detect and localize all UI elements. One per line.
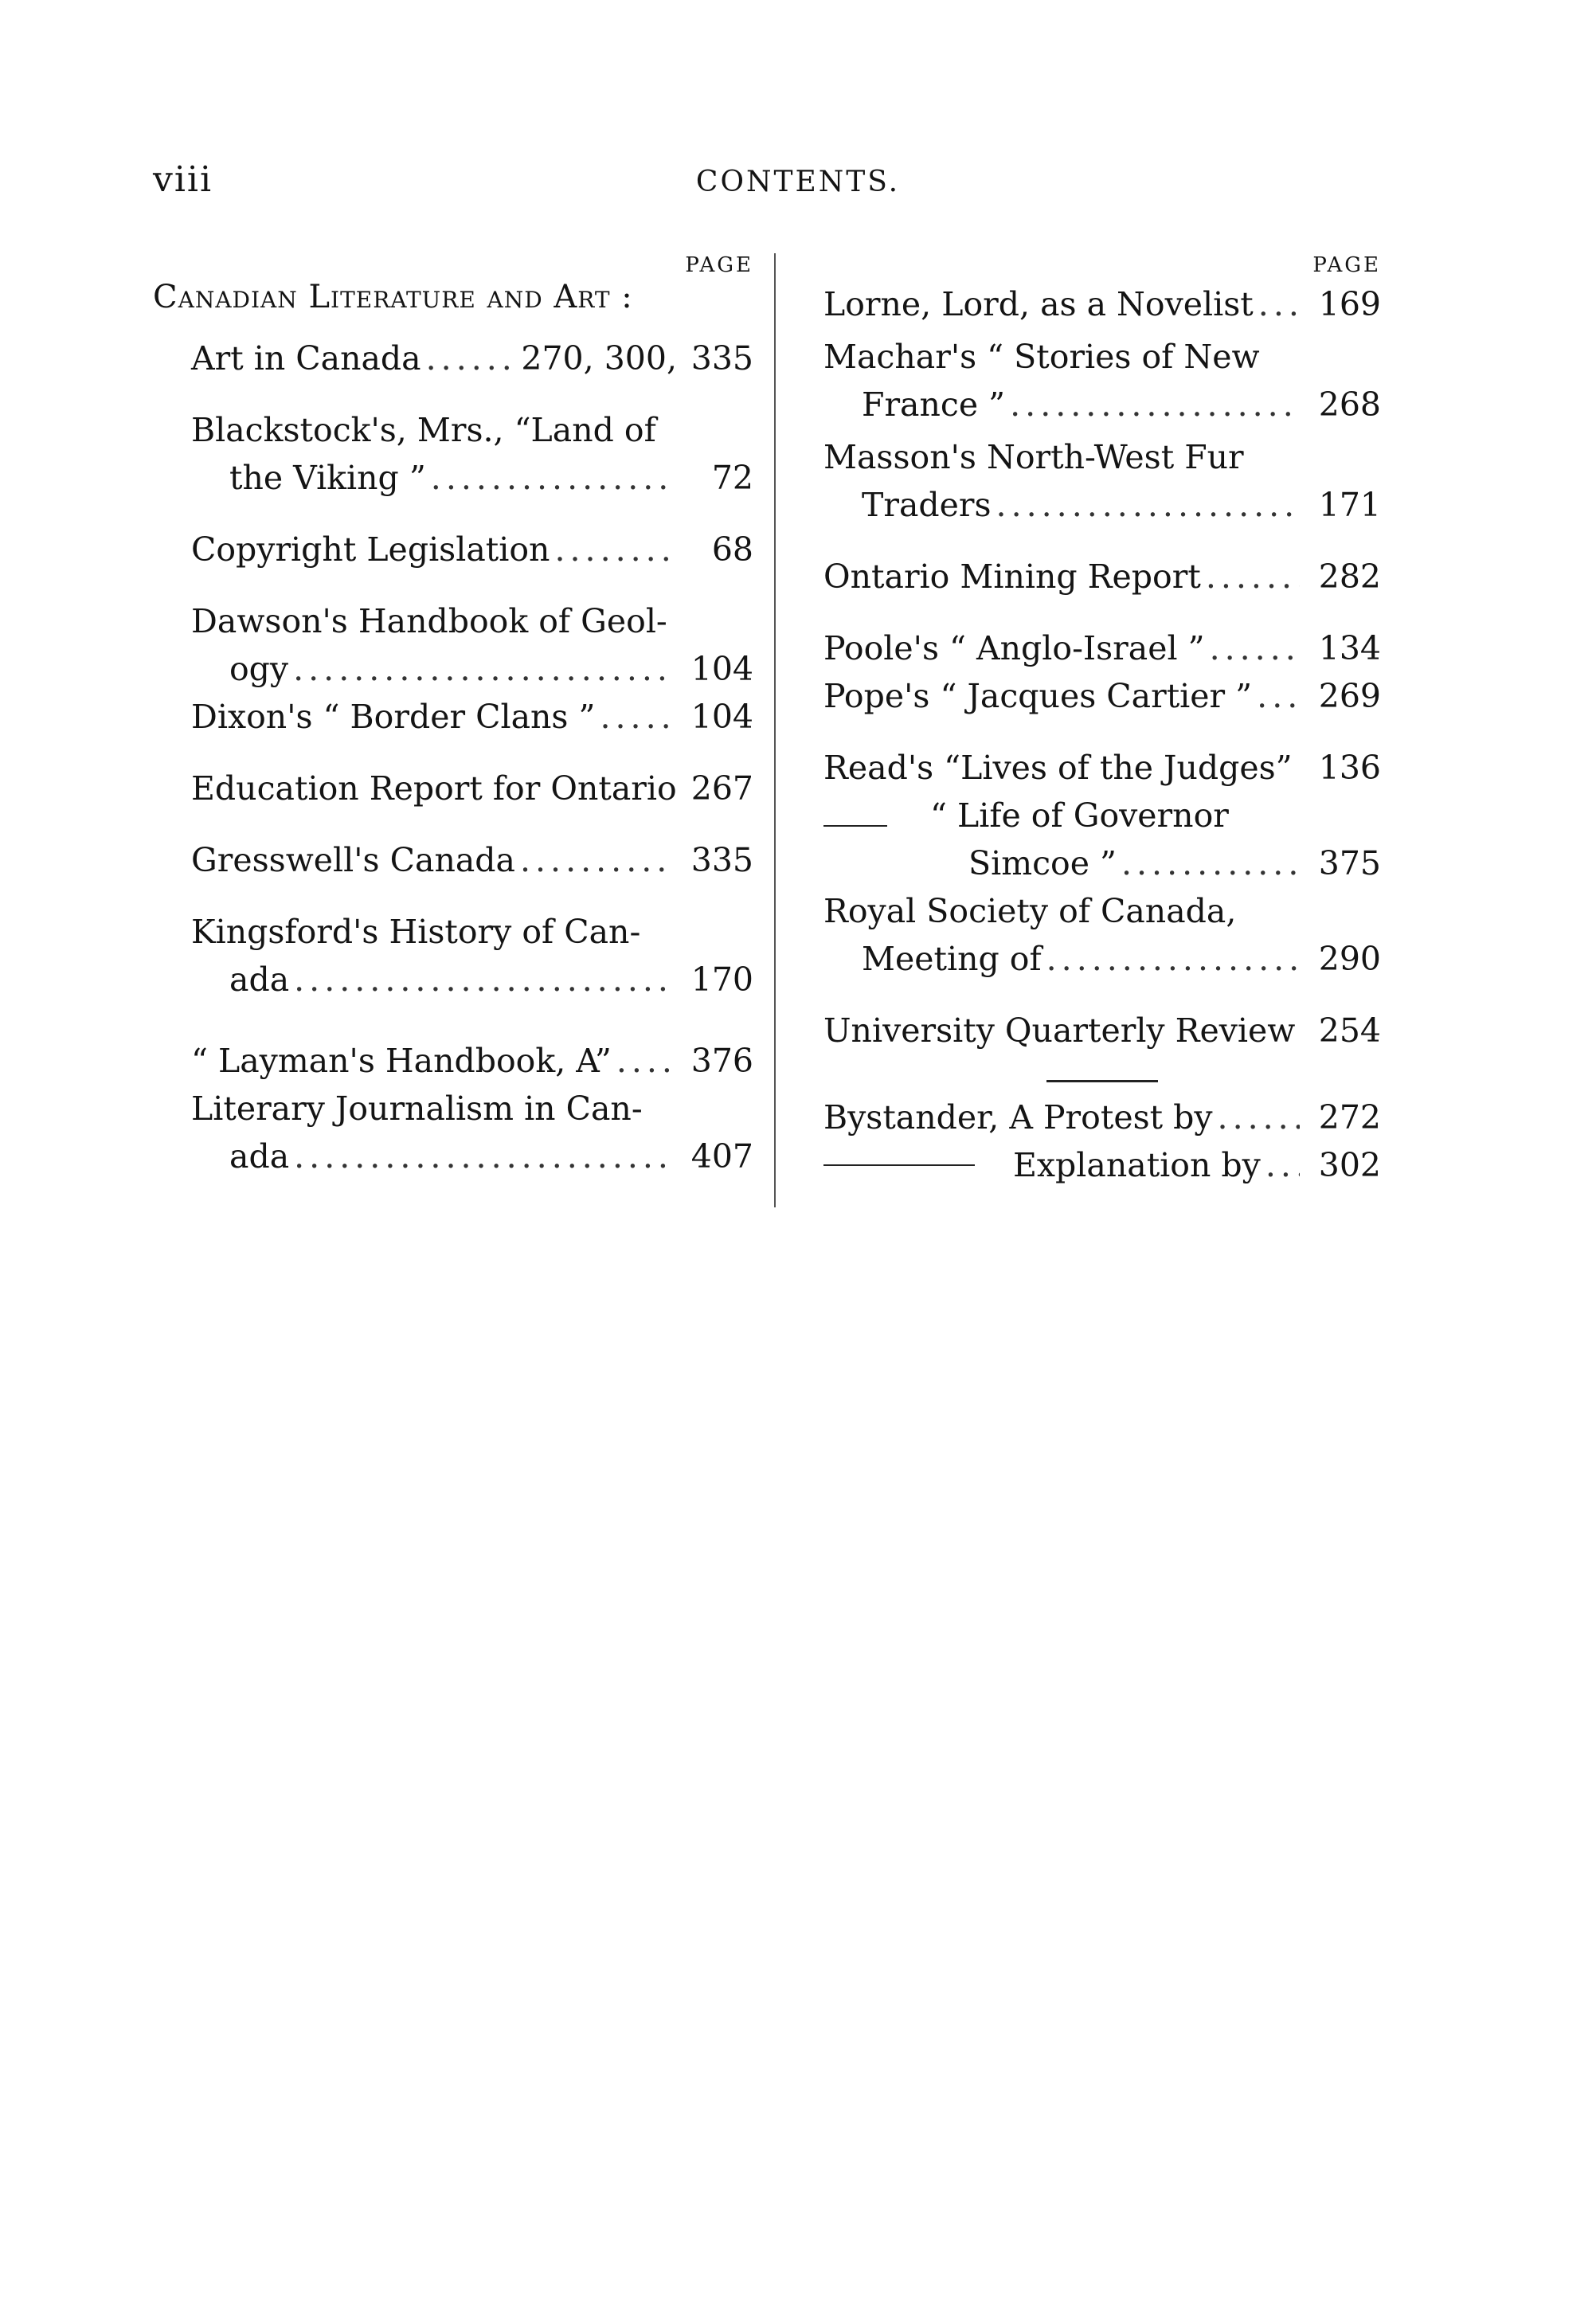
toc-entry	[823, 887, 1381, 983]
entry-title: Dixon's “ Border Clans ”	[191, 698, 596, 736]
toc-entry	[823, 553, 1381, 601]
contents-left-column	[153, 253, 753, 1180]
entry-page-number: 170	[690, 960, 753, 999]
column-divider	[774, 253, 776, 1207]
entry-title: Blackstock's, Mrs., “Land of	[191, 411, 656, 449]
entry-title: Lorne, Lord, as a Novelist	[823, 285, 1254, 323]
entry-page-number: 254	[1318, 1011, 1381, 1050]
entry-title: Ontario Mining Report	[823, 557, 1201, 596]
dot-leader	[426, 334, 517, 382]
entry-title-continued: ada	[229, 960, 290, 999]
entry-title: “ Life of Governor	[930, 796, 1229, 835]
toc-entry	[153, 836, 753, 884]
entry-title: Literary Journalism in Can-	[191, 1090, 643, 1128]
toc-entry	[153, 406, 753, 502]
entry-title: Copyright Legislation	[191, 530, 550, 569]
toc-entry	[823, 280, 1381, 328]
entry-page-number: 134	[1318, 629, 1381, 667]
ditto-rule	[823, 825, 887, 827]
toc-entry	[823, 433, 1381, 529]
dot-leader	[1206, 553, 1300, 601]
entry-page-number: 136	[1318, 749, 1381, 787]
entry-page-number: 169	[1318, 285, 1381, 323]
entry-title-continued: France ”	[862, 385, 1006, 424]
entry-title: Pope's “ Jacques Cartier ”	[823, 677, 1253, 715]
dot-leader	[294, 956, 672, 1003]
toc-entry	[823, 792, 1381, 887]
section-heading: Canadian Literature and Art :	[153, 279, 633, 315]
entry-title-continued: Meeting of	[862, 940, 1042, 978]
entry-page-number: 376	[690, 1042, 753, 1080]
entry-title: Dawson's Handbook of Geol-	[191, 602, 667, 640]
page-folio: viii	[153, 159, 213, 200]
toc-entry	[823, 1007, 1381, 1054]
entry-title: Royal Society of Canada,	[823, 892, 1237, 930]
entry-page-number: 335	[690, 339, 753, 378]
dot-leader	[294, 1133, 672, 1180]
entry-page-number: 171	[1318, 486, 1381, 524]
toc-entry	[153, 908, 753, 1003]
dot-leader	[520, 836, 672, 884]
page-column-label: PAGE	[685, 253, 753, 277]
toc-entry	[823, 744, 1381, 792]
entry-page-number: 282	[1318, 557, 1381, 596]
entry-title-continued: Simcoe ”	[968, 844, 1117, 882]
entry-page-number: 290	[1318, 940, 1381, 978]
entry-title: University Quarterly Review	[823, 1011, 1296, 1050]
entry-page-number: 104	[690, 698, 753, 736]
entry-title: Kingsford's History of Can-	[191, 913, 641, 951]
dot-leader	[616, 1037, 672, 1085]
entry-title: “ Layman's Handbook, A”	[191, 1042, 612, 1080]
entry-title: Read's “Lives of the Judges”	[823, 749, 1293, 787]
entry-title: Masson's North-West Fur	[823, 438, 1244, 476]
entry-title-continued: Traders	[862, 486, 992, 524]
page-column-label: PAGE	[1312, 253, 1381, 277]
dot-leader	[554, 526, 672, 573]
entry-title-continued: the Viking ”	[229, 459, 426, 497]
toc-entry	[153, 334, 753, 382]
toc-entry	[153, 765, 753, 812]
toc-entry	[823, 1093, 1381, 1141]
toc-entry	[153, 1037, 753, 1085]
toc-entry	[823, 1141, 1381, 1189]
dot-leader	[1046, 935, 1300, 983]
running-head: CONTENTS.	[695, 166, 901, 198]
dot-leader	[1121, 839, 1300, 887]
dot-leader	[996, 481, 1300, 529]
entry-page-number: 267	[690, 769, 753, 808]
entry-page-number: 268	[1318, 385, 1381, 424]
entry-title-continued: ada	[229, 1137, 290, 1176]
toc-entry	[823, 624, 1381, 672]
dot-leader	[431, 454, 672, 502]
entry-page-number: 269	[1318, 677, 1381, 715]
contents-right-column	[823, 253, 1381, 1189]
toc-entry	[823, 672, 1381, 720]
ditto-rule	[823, 1164, 975, 1166]
entry-page-number: 407	[690, 1137, 753, 1176]
entry-title: Bystander, A Protest by	[823, 1098, 1213, 1136]
entry-title: Gresswell's Canada	[191, 841, 515, 879]
entry-page-number: 335	[690, 841, 753, 879]
dot-leader	[1257, 672, 1300, 720]
dot-leader	[1218, 1093, 1300, 1141]
dot-leader	[293, 645, 672, 693]
dot-leader	[600, 693, 672, 741]
entry-title: Poole's “ Anglo-Israel ”	[823, 629, 1205, 667]
entry-title: Art in Canada	[191, 339, 421, 378]
dot-leader	[1265, 1141, 1300, 1189]
section-separator-rule	[1046, 1080, 1158, 1082]
entry-page-number: 68	[711, 530, 753, 569]
toc-entry	[153, 1085, 753, 1180]
toc-entry	[823, 333, 1381, 428]
toc-entry	[153, 597, 753, 693]
toc-entry	[153, 693, 753, 741]
entry-page-number: 302	[1318, 1146, 1381, 1184]
entry-page-number: 104	[690, 650, 753, 688]
dot-leader	[1210, 624, 1300, 672]
entry-page-number: 272	[1318, 1098, 1381, 1136]
dot-leader	[1010, 381, 1300, 428]
entry-page-number: 375	[1318, 844, 1381, 882]
entry-title: Education Report for Ontario	[191, 769, 677, 808]
entry-page-number: 72	[711, 459, 753, 497]
entry-extra-pages: 270, 300,	[521, 339, 677, 378]
toc-entry	[153, 526, 753, 573]
entry-title: Machar's “ Stories of New	[823, 338, 1260, 376]
dot-leader	[1258, 280, 1300, 328]
entry-title-continued: ogy	[229, 650, 289, 688]
entry-title: Explanation by	[1013, 1146, 1261, 1184]
